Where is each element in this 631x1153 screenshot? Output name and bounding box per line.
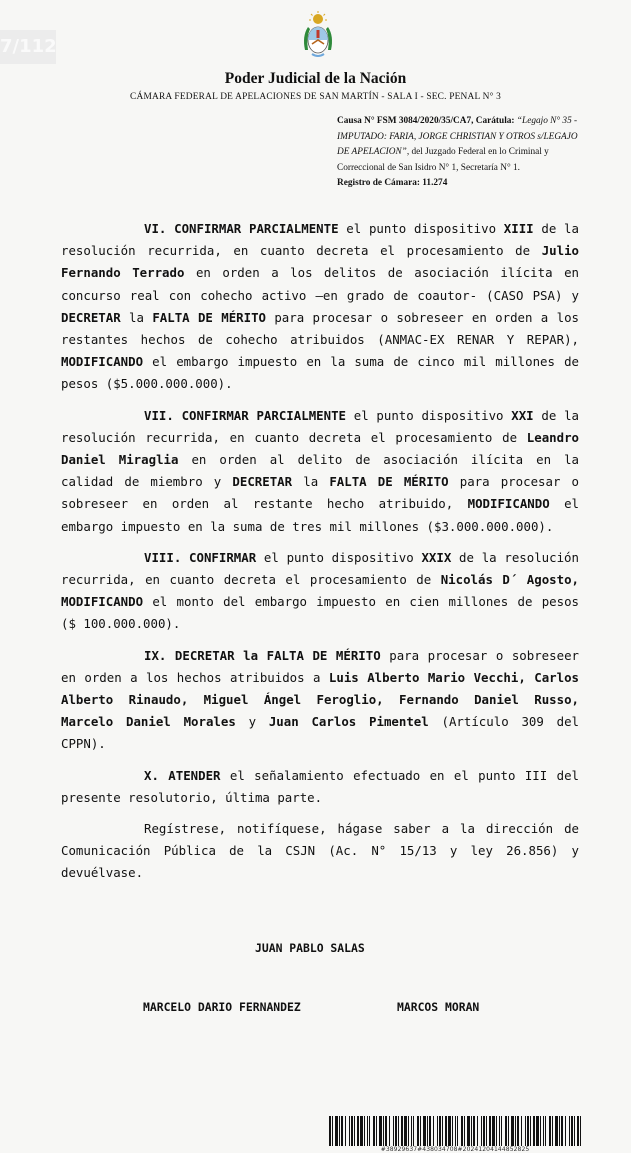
paragraph-ix	[61, 645, 579, 756]
text: de la resolución recurrida, en cuanto decreta el procesamiento de	[61, 549, 579, 588]
bold-text: DECRETAR	[61, 309, 121, 325]
text: en orden a los delitos de asociación ilícita en concurso real con cohecho activo –en grado de coautor- (CASO PSA) y	[61, 265, 579, 303]
text: para procesar o sobreseer en orden a los restantes hechos de cohecho atribuidos (ANMAC-EX RENAR Y REPAR),	[61, 309, 579, 348]
signature-judge-salas: JUAN PABLO SALAS	[255, 941, 365, 955]
text: la	[120, 309, 153, 325]
text: de la resolución recurrida, en cuanto decreta el procesamiento de	[61, 221, 579, 259]
text: en orden al delito de asociación ilícita en la calidad de miembro y	[61, 452, 579, 490]
text: el punto dispositivo	[346, 407, 512, 423]
court-title: Poder Judicial de la Nación	[224, 70, 407, 87]
court-subtitle: CÁMARA FEDERAL DE APELACIONES DE SAN MARTÍN - SALA I - SEC. PENAL N° 3	[130, 92, 501, 102]
text: el embargo impuesto en la suma de cinco mil millones de pesos ($5.000.000.000).	[61, 354, 579, 392]
paragraph-viii	[61, 547, 579, 636]
text: para procesar o sobreseer en orden al restante hecho atribuido,	[61, 474, 580, 512]
text: el punto dispositivo	[338, 221, 504, 236]
signature-judge-fernandez: MARCELO DARIO FERNANDEZ	[143, 1000, 301, 1014]
case-caption: “Legajo N° 35 - IMPUTADO: FARIA, JORGE CHRISTIAN Y OTROS s/LEGAJO DE APELACION”,	[337, 116, 578, 157]
barcode-icon	[329, 1116, 581, 1146]
bold-text: Leandro Daniel Miraglia	[61, 429, 579, 468]
bold-text: VIII. CONFIRMAR	[144, 549, 257, 565]
bold-text: Julio Fernando Terrado	[61, 243, 579, 281]
signature-judge-moran: MARCOS MORAN	[397, 1000, 480, 1014]
bold-text: MODIFICANDO	[61, 354, 144, 370]
paragraph-vii	[61, 405, 579, 538]
text: para procesar o sobreseer en orden a los hechos atribuidos a	[61, 647, 579, 685]
bold-text: X. ATENDER	[144, 767, 221, 783]
case-court: del Juzgado Federal en lo Criminal y Correccional de San Isidro N° 1, Secretaría N° 1.	[337, 147, 549, 173]
closing-paragraph: Regístrese, notifíquese, hágase saber a la dirección de Comunicación Pública de la CSJN (Ac. N° 15/13 y ley 26.856) y devuélvase.	[61, 821, 579, 881]
case-number: Causa N° FSM 3084/2020/35/CA7, Carátula:	[337, 116, 515, 126]
bold-text: VI. CONFIRMAR PARCIALMENTE	[144, 221, 339, 236]
bold-text: MODIFICANDO	[467, 496, 550, 512]
case-registry: Registro de Cámara: 11.274	[337, 178, 448, 188]
argentina-coat-of-arms-icon	[300, 10, 336, 60]
paragraph-vi	[61, 218, 579, 396]
text: (Artículo 309 del CPPN).	[61, 714, 579, 752]
case-reference	[337, 114, 585, 192]
page-number-tag: 7/112	[0, 30, 56, 64]
bold-text: Nicolás D´ Agosto, MODIFICANDO	[61, 572, 580, 610]
text: y	[235, 714, 269, 730]
text: el señalamiento efectuado en el punto III del presente resolutorio, última parte.	[61, 767, 579, 805]
bold-text: DECRETAR	[232, 474, 293, 490]
resolution-body	[61, 218, 579, 894]
bold-text: XIII	[503, 221, 534, 236]
text: el punto dispositivo	[256, 549, 422, 565]
barcode-number: #38929637#438034708#20241204144852825	[380, 1146, 530, 1153]
paragraph-x	[61, 765, 579, 809]
bold-text: IX. DECRETAR la FALTA DE MÉRITO	[144, 647, 381, 663]
text: el monto del embargo impuesto en cien millones de pesos ($ 100.000.000).	[61, 594, 579, 632]
text: el embargo impuesto en la suma de tres mil millones ($3.000.000.000).	[61, 496, 579, 534]
bold-text: Luis Alberto Mario Vecchi, Carlos Alberto Rinaudo, Miguel Ángel Feroglio, Fernando Daniel Russo, Marcelo Daniel Morales	[61, 669, 579, 730]
text: la	[292, 474, 330, 490]
bold-text: XXIX	[421, 549, 452, 565]
bold-text: FALTA DE MÉRITO	[152, 309, 266, 325]
bold-text: FALTA DE MÉRITO	[329, 474, 449, 490]
text: de la resolución recurrida, en cuanto decreta el procesamiento de	[61, 407, 579, 445]
bold-text: XXI	[511, 407, 534, 423]
bold-text: VII. CONFIRMAR PARCIALMENTE	[144, 407, 346, 423]
bold-text: Juan Carlos Pimentel	[268, 714, 429, 730]
